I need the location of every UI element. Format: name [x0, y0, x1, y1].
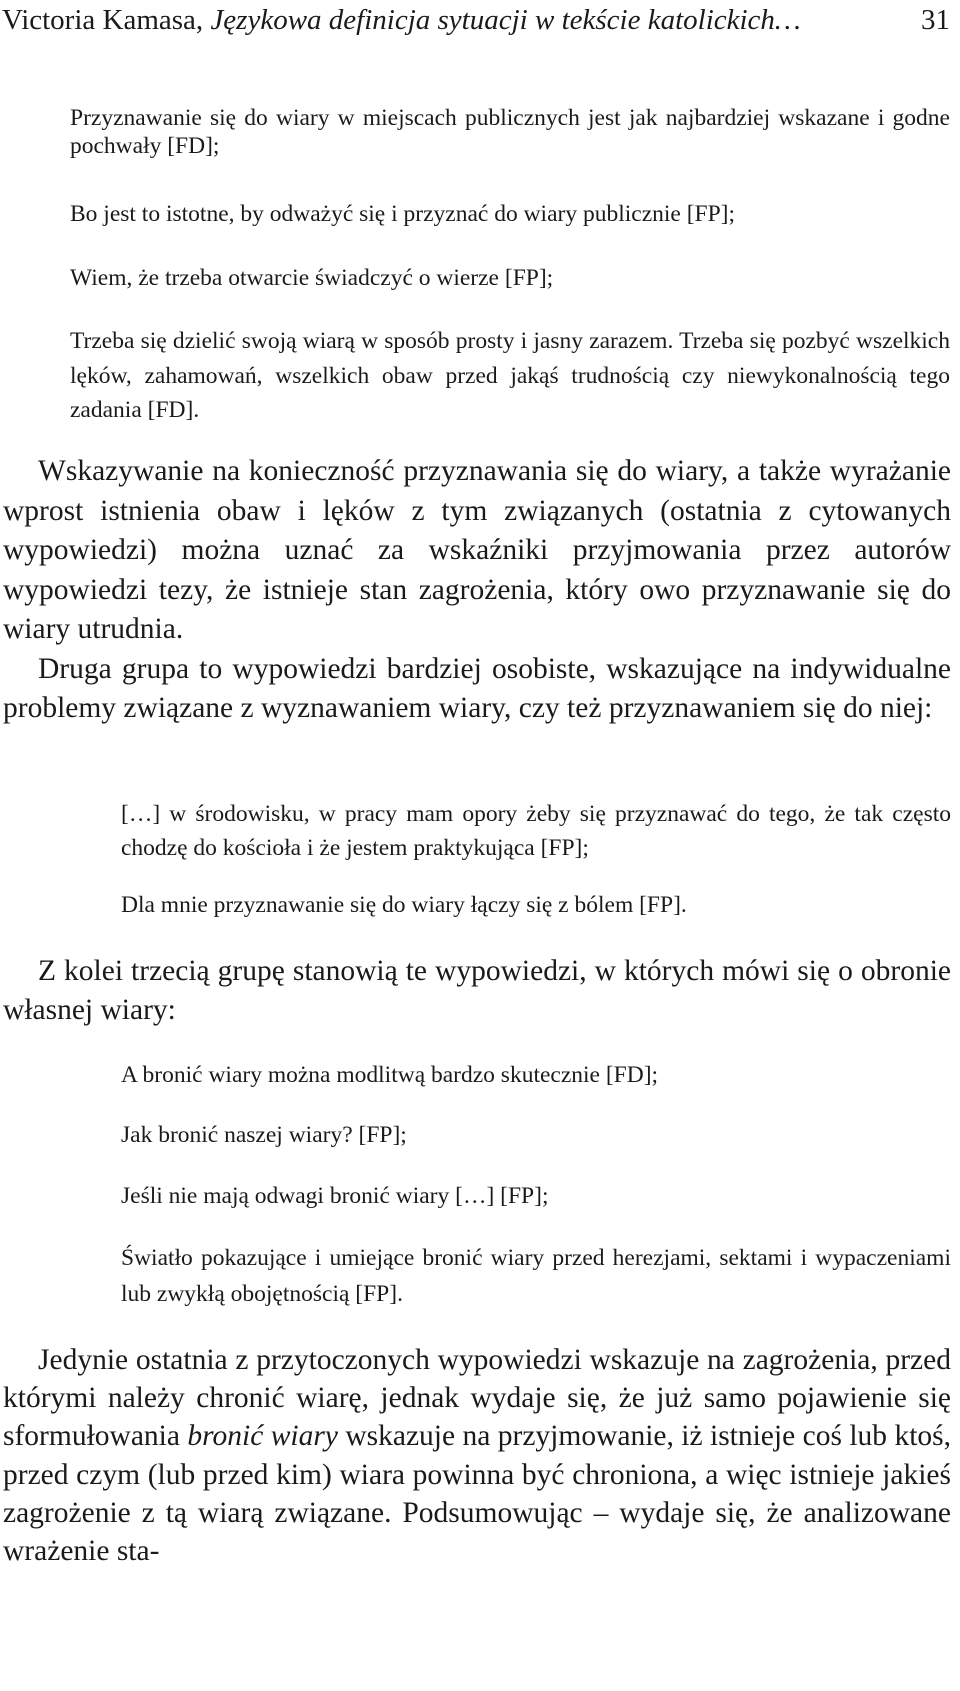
quote-b2	[121, 891, 951, 919]
quote-text: Dla mnie przyznawanie się do wiary łączy się z bólem [FP].	[121, 892, 687, 918]
paragraph-1	[3, 452, 951, 650]
header-title: Językowa definicja sytuacji w tekście katolickich…	[210, 4, 801, 36]
quote-text: Trzeba się dzielić swoją wiarą w sposób prosty i jasny zarazem. Trzeba się pozbyć wszelkich lęków, zahamowań, wszelkich obaw przed jakąś trudnością czy niewykonalnością tego zadania [FD].	[70, 328, 950, 423]
paragraph-text	[3, 1341, 951, 1570]
paragraph-2	[3, 650, 951, 727]
quote-text: Jeśli nie mają odwagi bronić wiary […] [FP];	[121, 1183, 549, 1209]
quote-text: Światło pokazujące i umiejące bronić wiary przed herezjami, sektami i wypaczeniami lub zwykłą obojętnością [FP].	[121, 1245, 951, 1307]
quote-text: […] w środowisku, w pracy mam opory żeby się przyznawać do tego, że tak często chodzę do kościoła i że jestem praktykująca [FP];	[121, 801, 951, 861]
paragraph-3	[3, 952, 951, 1030]
paragraph-text: Druga grupa to wypowiedzi bardziej osobiste, wskazujące na indywidualne problemy związane z wyznawaniem wiary, czy też przyznawaniem się do niej:	[3, 653, 951, 724]
running-header	[2, 2, 952, 38]
page-number: 31	[921, 4, 950, 36]
running-title	[2, 2, 801, 38]
header-author: Victoria Kamasa,	[2, 4, 211, 36]
quote-c4	[121, 1241, 951, 1312]
paragraph-text-part: Jedynie ostatnia z przytoczonych wypowiedzi wskazuje na zagrożenia, przed którymi należy chronić wiarę, jednak wydaje się, że już samo pojawienie się sformułowania	[3, 1344, 951, 1453]
paragraph-text: Wskazywanie na konieczność przyznawania się do wiary, a także wyrażanie wprost istnienia obaw i lęków z tym związanych (ostatnia z cytowanych wypowiedzi) można uznać za wskaźniki przyjmowania przez autorów wypowiedzi tezy, że istnieje stan zagrożenia, który owo przyznawanie się do wiary utrudnia.	[3, 455, 951, 646]
quote-text: A bronić wiary można modlitwą bardzo skutecznie [FD];	[121, 1062, 659, 1088]
quote-a4	[70, 324, 950, 428]
emphasized-phrase: bronić wiary	[187, 1420, 338, 1453]
quote-c3	[121, 1182, 951, 1210]
quote-text: Wiem, że trzeba otwarcie świadczyć o wierze [FP];	[70, 265, 554, 291]
quote-a2	[70, 200, 950, 228]
quote-text: Jak bronić naszej wiary? [FP];	[121, 1122, 407, 1148]
quote-c2	[121, 1121, 951, 1149]
paragraph-4	[3, 1341, 951, 1570]
quote-a3	[70, 264, 950, 292]
paragraph-text-part: wskazuje na przyjmowanie, iż istnieje coś lub ktoś, przed czym (lub przed kim) wiara powinna być chroniona, a więc istnieje jakieś zagrożenie z tą wiarą związane. Podsumowując – wydaje się, że analizowane wrażenie sta-	[3, 1420, 951, 1568]
quote-c1	[121, 1061, 951, 1089]
quote-a1	[70, 104, 950, 160]
quote-text: Bo jest to istotne, by odważyć się i przyznać do wiary publicznie [FP];	[70, 201, 736, 227]
quote-b1	[121, 797, 951, 865]
quote-text: Przyznawanie się do wiary w miejscach publicznych jest jak najbardziej wskazane i godne pochwały [FD];	[70, 105, 950, 159]
paragraph-text: Z kolei trzecią grupę stanowią te wypowiedzi, w których mówi się o obronie własnej wiary:	[3, 955, 951, 1026]
